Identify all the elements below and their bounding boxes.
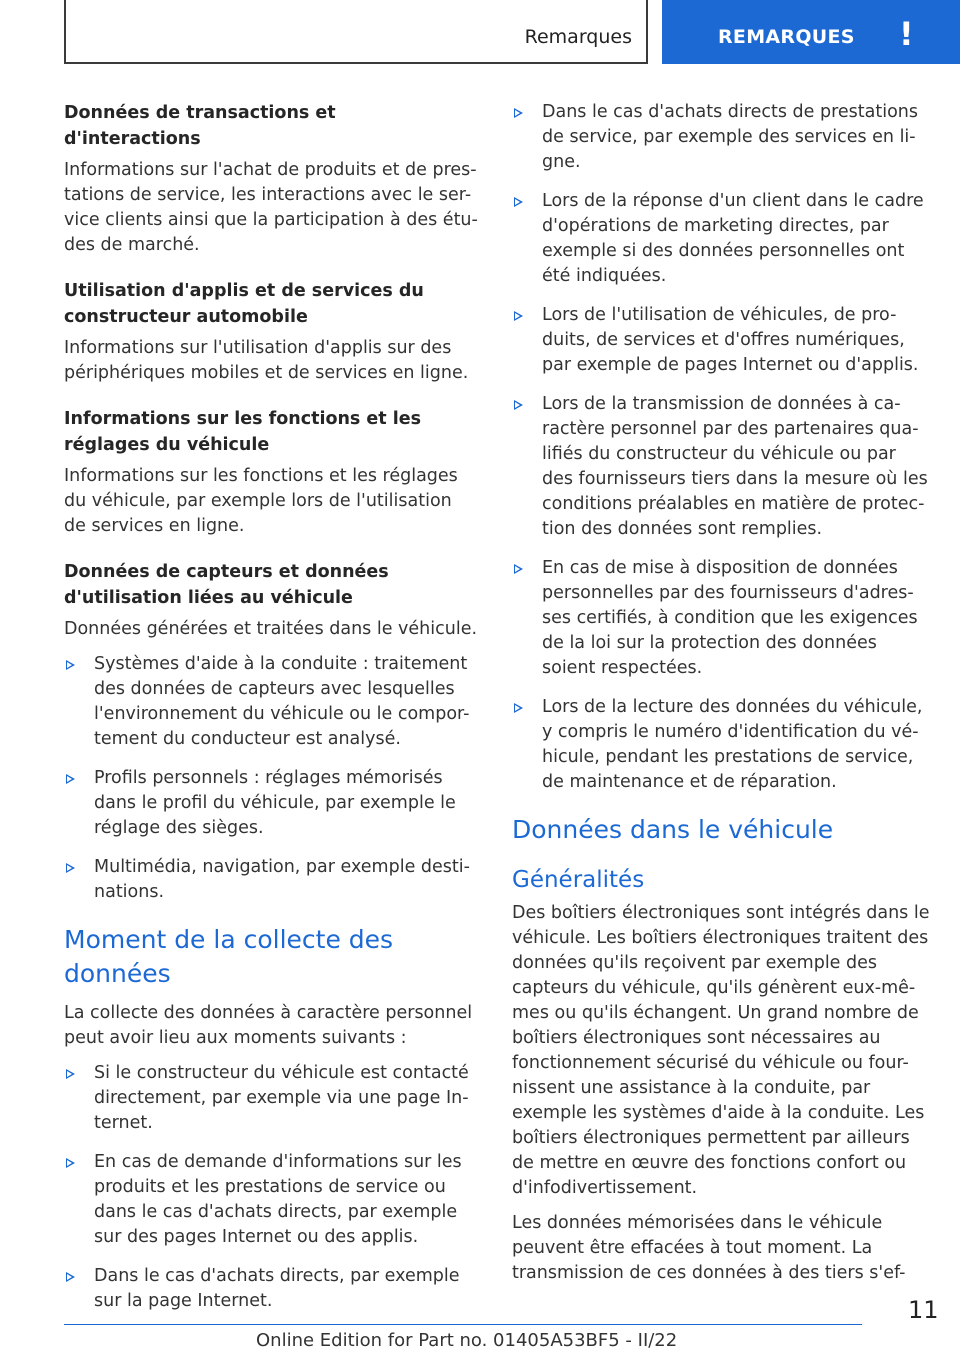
list-item: Multimédia, navigation, par exemple desti-nations. — [64, 855, 478, 905]
heading-apps-services: Utilisation d'applis et de services du constructeur automobile — [64, 281, 424, 327]
exclamation-icon: ! — [899, 15, 914, 53]
footer-divider — [64, 1324, 862, 1325]
text-general-1: Des boîtiers électroniques sont intégrés dans le véhicule. Les boîtiers électroniques traitent des données qu'ils reçoivent par exemple des capteurs du véhicule, qu'ils génèrent eux-mê-mes ou qu'ils échangent. Un grand nombre de boîtiers électroniques sont nécessaires au fonctionnement sécurisé du véhicule ou four-nissent une assistance à la conduite, par exemple les systèmes d'aide à la conduite. Les boîtiers électroniques permettent par ailleurs de mettre en œuvre des fonctions confort ou d'infodivertissement. — [512, 903, 930, 1198]
triangle-bullet-icon — [514, 108, 523, 118]
header-chapter-tab — [662, 0, 960, 64]
collection-moment-list-continued — [512, 100, 930, 795]
triangle-bullet-icon — [66, 1272, 75, 1282]
list-item: Si le constructeur du véhicule est contacté directement, par exemple via une page In-ternet. — [64, 1061, 478, 1136]
footer-edition: Online Edition for Part no. 01405A53BF5 - II/22 — [256, 1330, 678, 1351]
triangle-bullet-icon — [66, 1069, 75, 1079]
triangle-bullet-icon — [66, 660, 75, 670]
heading-collection-moment: Moment de la collecte des données — [64, 925, 394, 988]
list-item: Lors de la lecture des données du véhicule, y compris le numéro d'identification du vé-hicule, pendant les prestations de service, de maintenance et de réparation. — [512, 695, 930, 795]
triangle-bullet-icon — [66, 1158, 75, 1168]
text-apps-services: Informations sur l'utilisation d'applis sur des périphériques mobiles et de services en ligne. — [64, 338, 469, 383]
header-section-box — [64, 0, 648, 64]
triangle-bullet-icon — [66, 863, 75, 873]
sensor-data-list — [64, 652, 478, 905]
list-item: Dans le cas d'achats directs de prestations de service, par exemple des services en li-gne. — [512, 100, 930, 175]
heading-general: Généralités — [512, 867, 645, 893]
text-transactions: Informations sur l'achat de produits et de pres-tations de service, les interactions avec le ser-vice clients ainsi que la participation à des étu-des de marché. — [64, 160, 478, 255]
triangle-bullet-icon — [514, 400, 523, 410]
page-number: 11 — [908, 1296, 939, 1324]
list-item: Systèmes d'aide à la conduite : traitement des données de capteurs avec lesquelles l'environnement du véhicule ou le compor-tement du conducteur est analysé. — [64, 652, 478, 752]
heading-vehicle-data: Données dans le véhicule — [512, 815, 834, 844]
heading-transactions: Données de transactions et d'interactions — [64, 103, 336, 149]
triangle-bullet-icon — [514, 703, 523, 713]
header-chapter-label: REMARQUES — [718, 26, 855, 48]
list-item: Dans le cas d'achats directs, par exemple sur la page Internet. — [64, 1264, 478, 1314]
header-section-label: Remarques — [524, 26, 632, 48]
list-item: Lors de la transmission de données à ca-ractère personnel par des partenaires qua-lifiés du constructeur du véhicule ou par des fournisseurs tiers dans la mesure où les conditions préalables en matière de protec-tion des données sont remplies. — [512, 392, 930, 542]
list-item: Lors de l'utilisation de véhicules, de pro-duits, de services et d'offres numériques, par exemple de pages Internet ou d'applis. — [512, 303, 930, 378]
heading-functions-settings: Informations sur les fonctions et les réglages du véhicule — [64, 409, 422, 455]
text-functions-settings: Informations sur les fonctions et les réglages du véhicule, par exemple lors de l'utilisation de services en ligne. — [64, 466, 458, 536]
text-sensor-data: Données générées et traitées dans le véhicule. — [64, 619, 478, 639]
text-collection-moment: La collecte des données à caractère personnel peut avoir lieu aux moments suivants : — [64, 1003, 473, 1048]
list-item: En cas de mise à disposition de données personnelles par des fournisseurs d'adres-ses certifiés, à condition que les exigences de la loi sur la protection des données soient respectées. — [512, 556, 930, 681]
list-item: Profils personnels : réglages mémorisés dans le profil du véhicule, par exemple le réglage des sièges. — [64, 766, 478, 841]
heading-sensor-data: Données de capteurs et données d'utilisation liées au véhicule — [64, 562, 389, 608]
list-item: Lors de la réponse d'un client dans le cadre d'opérations de marketing directes, par exemple si des données personnelles ont été indiquées. — [512, 189, 930, 289]
triangle-bullet-icon — [514, 564, 523, 574]
triangle-bullet-icon — [66, 774, 75, 784]
text-general-2: Les données mémorisées dans le véhicule peuvent être effacées à tout moment. La transmission de ces données à des tiers s'ef- — [512, 1213, 906, 1283]
left-column — [64, 100, 478, 1328]
collection-moment-list — [64, 1061, 478, 1314]
list-item: En cas de demande d'informations sur les produits et les prestations de service ou dans le cas d'achats directs, par exemple sur des pages Internet ou des applis. — [64, 1150, 478, 1250]
right-column — [512, 100, 930, 1306]
triangle-bullet-icon — [514, 197, 523, 207]
triangle-bullet-icon — [514, 311, 523, 321]
